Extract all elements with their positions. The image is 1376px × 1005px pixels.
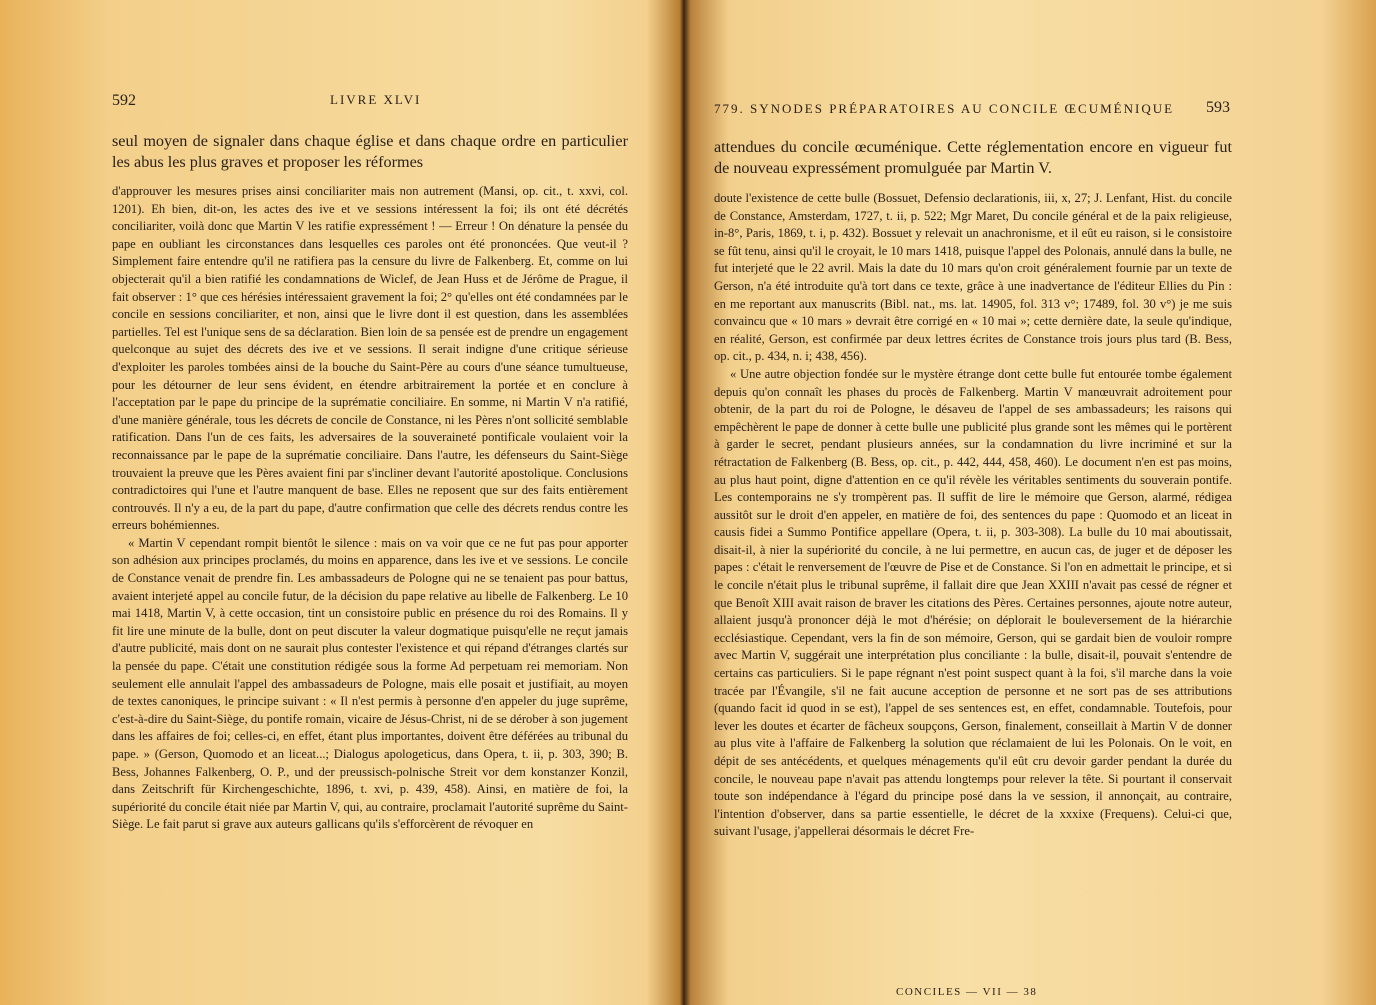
paragraph: « Martin V cependant rompit bientôt le silence : mais on va voir que ce ne fut pas pour apporter son adhésion aux principes proclamés, du moins en apparence, dans les ive et ve sessions. Le concile de Constance venait de prendre fin. Les ambassadeurs de Pologne qui ne se tenaient pas pour battus, avaient interjeté appel au concile futur, de la décision du pape relative au libelle de Falkenberg. Le 10 mai 1418, Martin V, à cette occasion, tint un consistoire public en présence du roi des Romains. Il y fit lire une minute de la bulle, dont on peut discuter la valeur dogmatique puisqu'elle ne reçut jamais d'autre publicité, mais dont on ne saurait plus contester l'existence et qui répand d'étranges clartés sur la pensée du pape. C'était une constitution rédigée sous la forme Ad perpetuam rei memoriam. Non seulement elle annulait l'appel des ambassadeurs de Pologne, mais elle posait et justifiait, au moyen de textes canoniques, le principe suivant : « Il n'est permis à personne d'en appeler du juge suprême, c'est-à-dire du Saint-Siège, du pontife romain, vicaire de Jésus-Christ, ni de se dérober à son jugement dans les affaires de foi; celles-ci, en effet, étant plus importantes, doivent être déférées au tribunal du pape. » (Gerson, Quomodo et an liceat...; Dialogus apologeticus, dans Opera, t. ii, p. 303, 390; B. Bess, Johannes Falkenberg, O. P., und der preussisch-polnische Streit vor dem konstanzer Konzil, dans Zeitschrift für Kirchengeschichte, 1896, t. xvi, p. 439, 458). Ainsi, en matière de foi, la supériorité du concile était niée par Martin V, qui, au contraire, proclamait l'autorité suprême du Saint-Siège. Le fait parut si grave aux auteurs gallicans qu'ils s'efforcèrent de révoquer en (112, 535, 628, 832)
lead-text: attendues du concile œcuménique. Cette réglementation encore en vigueur fut de nouveau expressément promulguée par Martin V. (714, 138, 1232, 177)
running-head: LIVRE XLVI (330, 92, 422, 107)
lead-text: seul moyen de signaler dans chaque église et dans chaque ordre en particulier les abus les plus graves et proposer les réformes (112, 132, 628, 171)
page-number: 593 (1206, 99, 1230, 116)
paragraph: « Une autre objection fondée sur le mystère étrange dont cette bulle fut entourée tombe également depuis qu'on connaît les phases du procès de Falkenberg. Martin V manœuvrait adroitement pour obtenir, de la part du roi de Pologne, le désaveu de l'appel de ses ambassadeurs; les raisons qui empêchèrent le pape de donner à cette bulle une publicité plus grande sont les mêmes qui le portèrent à garder le secret, pendant plusieurs années, sur la condamnation du livre incriminé et sur la rétractation de Falkenberg (B. Bess, op. cit., p. 442, 444, 458, 460). Le document n'en est pas moins, au plus haut point, digne d'attention en ce qu'il révèle les véritables sentiments du souverain pontife. Les contemporains ne s'y trompèrent pas. Il suffit de lire le mémoire que Gerson, alarmé, rédigea aussitôt sur le droit d'en appeler, en matière de foi, des sentences du pape : Quomodo et an liceat in causis fidei a Summo Pontifice appellare (Opera, t. ii, p. 303-308). La bulle du 10 mai aboutissait, disait-il, à nier la supériorité du concile, à ne lui permettre, en aucun cas, de juger et de déposer les papes : c'était le renversement de l'œuvre de Pise et de Constance. Si l'on en admettait le principe, et si le concile n'était plus le tribunal suprême, il fallait dire que Jean XXIII n'avait pas cessé de régner et que Benoît XIII avait raison de braver les citations des Pères. Certaines personnes, ajoute notre auteur, allaient jusqu'à prononcer déjà le mot d'hérésie; on déplorait le bouleversement de la hiérarchie ecclésiastique. Cependant, vers la fin de son mémoire, Gerson, qui se gardait bien de vouloir rompre avec Martin V, suggérait une interprétation plus conciliante : la bulle, disait-il, pouvait s'entendre de certains cas particuliers. Si le pape régnant n'est point suspect quant à la foi, s'il marche dans la voie tracée par l'Évangile, s'il ne fait aucune acception de personne et ne sort pas de ses attributions (quando facit id quod in se est), l'appel de ses sentences est, en effet, condamnable. Toutefois, pour lever les doutes et écarter de fâcheux soupçons, Gerson, finalement, conseillait à Martin V de donner au plus vite à l'affaire de Falkenberg la solution que réclamaient de lui les Polonais. On le voit, en dépit de ses antécédents, et quelques ménagements qu'il eût cru devoir garder pendant la durée du concile, le nouveau pape n'avait pas attendu longtemps pour relever la tête. Si pourtant il conservait toute son indépendance à l'égard du principe posé dans la ve session, il annonçait, au contraire, l'intention d'observer, dans sa partie essentielle, le décret de la xxxixe (Frequens). Celui-ci que, suivant l'usage, j'appellerai désormais le décret Fre- (714, 366, 1232, 839)
page-footer: CONCILES — VII — 38 (896, 986, 1038, 998)
running-head: 779. SYNODES PRÉPARATOIRES AU CONCILE ŒCUMÉNIQUE (714, 101, 1175, 116)
paragraph: doute l'existence de cette bulle (Bossuet, Defensio declarationis, iii, x, 27; J. Lenfant, Hist. du concile de Constance, Amsterdam, 1727, t. ii, p. 522; Mgr Maret, Du concile général et de la paix religieuse, in-8°, Paris, 1869, t. i, p. 432). Bossuet y relevait un anachronisme, et il eût eu raison, si le consistoire se fût tenu, ainsi qu'il le croyait, le 10 mars 1418, puisque l'appel des Polonais, annulé dans la bulle, ne fut interjeté que le 22 avril. Mais la date du 10 mars qu'on croit généralement fournie par un texte de Gerson, n'a été introduite qu'à tort dans ce texte, grâce à une inadvertance de l'éditeur Ellies du Pin : en me reportant aux manuscrits (Bibl. nat., ms. lat. 14905, fol. 313 v°; 17489, fol. 30 v°) je me suis convaincu que « 10 mars » devrait être corrigé en « 10 mai »; cette dernière date, la seule qu'indique, en réalité, Gerson, est confirmée par deux lettres écrites de Constance trois jours plus tard (B. Bess, op. cit., p. 434, n. i; 438, 456). (714, 191, 1232, 364)
right-page (686, 0, 1376, 1005)
page-number: 592 (112, 92, 136, 109)
left-page (0, 0, 680, 1005)
body-text (112, 183, 628, 834)
paragraph: d'approuver les mesures prises ainsi conciliariter mais non autrement (Mansi, op. cit., t. xxvi, col. 1201). Eh bien, dit-on, les actes des ive et ve sessions intéressent la foi; ils ont été décrétés conciliariter, voilà donc que Martin V les ratifie expressément ! — Erreur ! On dénature la pensée du pape en oubliant les circonstances dans lesquelles ces paroles ont été prononcées. Que veut-il ? Simplement faire entendre qu'il ne ratifiera pas la censure du livre de Falkenberg. Et, comme on lui objecterait qu'il a bien ratifié les condamnations de Wiclef, de Jean Huss et de Jérôme de Prague, il fait observer : 1° que ces hérésies intéressaient gravement la foi; 2° qu'elles ont été condamnées par le concile en sessions conciliariter, et non, ainsi que le livre dont il est question, dans les assemblées partielles. Tel est l'unique sens de sa déclaration. Bien loin de sa pensée est de prendre un engagement quelconque au sujet des décrets des ive et ve sessions. Il serait indigne d'une critique sérieuse d'exploiter les paroles tombées ainsi de la bouche du Saint-Père au cours d'une séance tumultueuse, pour les détourner de leur sens évident, en étendre arbitrairement la portée et en conclure à l'acceptation par le pape du principe de la suprématie conciliaire. En somme, ni Martin V n'a ratifié, d'une manière générale, tous les décrets de concile de Constance, ni les Pères n'ont sollicité semblable ratification. Dans l'un de ces faits, les adversaires de la souveraineté pontificale voulaient voir la reconnaissance par le pape de la suprématie conciliaire. Dans l'autre, les défenseurs du Saint-Siège trouvaient la preuve que les Pères avaient fini par s'incliner devant l'autorité apostolique. Conclusions contradictoires qui l'une et l'autre manquent de base. Elles ne reposent que sur des faits entièrement controuvés. Il n'y a eu, de la part du pape, d'autre confirmation que celle des décrets rendus contre les erreurs bohémiennes. (112, 184, 628, 533)
body-text (714, 190, 1232, 841)
